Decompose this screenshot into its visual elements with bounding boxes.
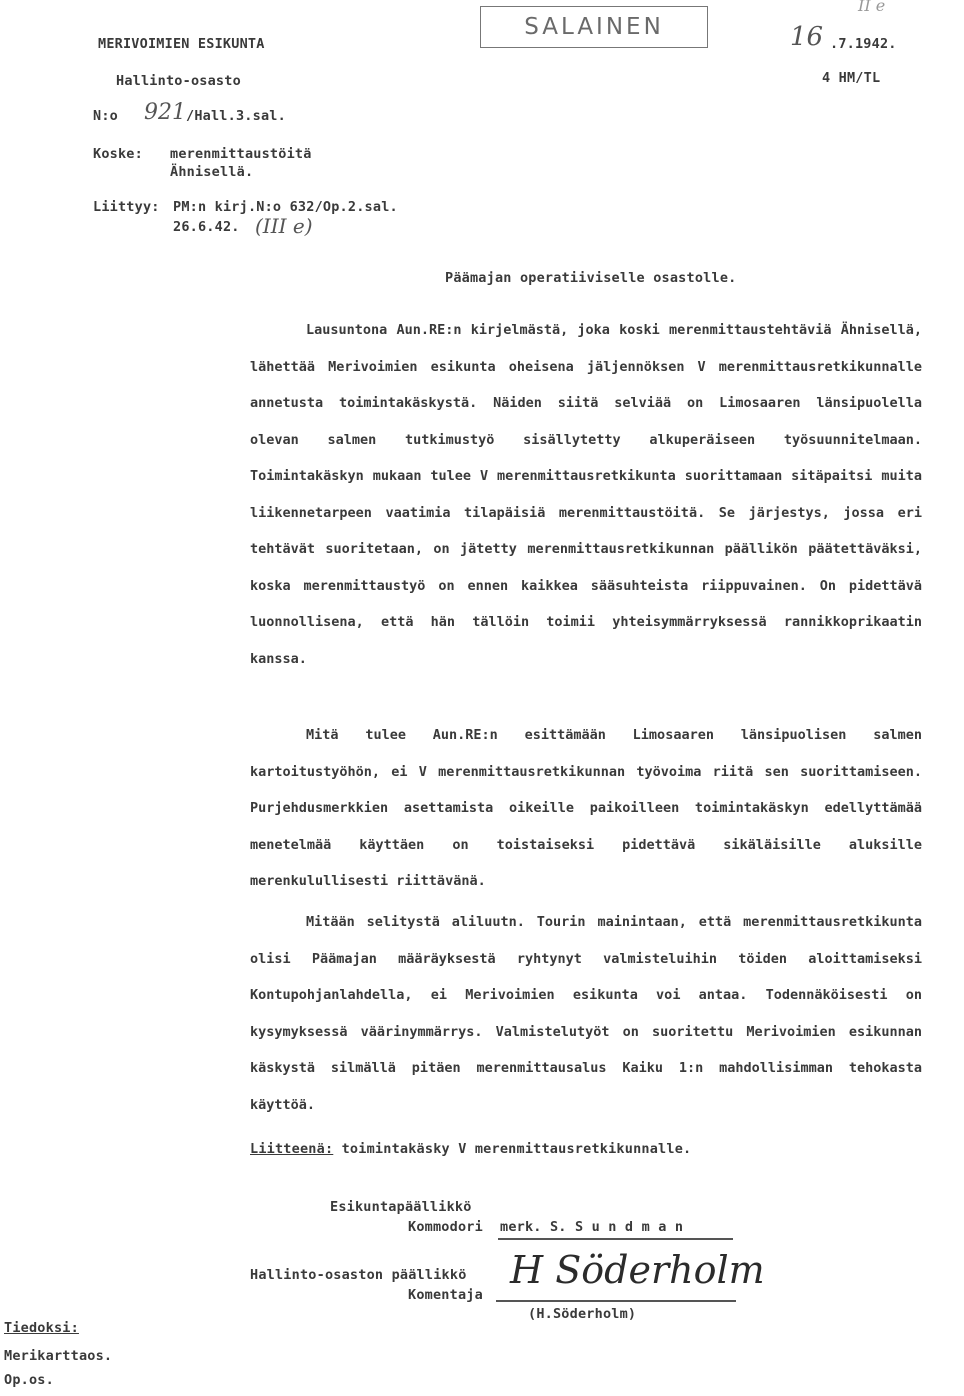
signer2-underline: [496, 1300, 736, 1302]
subject-line-2: Ähnisellä.: [170, 164, 254, 180]
document-number-prefix: N:o: [93, 108, 118, 124]
body-paragraph-2: [250, 717, 922, 900]
distribution-label: Tiedoksi:: [4, 1320, 79, 1336]
classification-stamp: SALAINEN: [480, 6, 708, 48]
attachment-line: [250, 1141, 691, 1157]
attachment-ref-line-1: PM:n kirj.N:o 632/Op.2.sal.: [173, 199, 398, 215]
attachment-ref-label: Liittyy:: [93, 199, 160, 215]
subject-label: Koske:: [93, 146, 143, 162]
paragraph-text: Mitä tulee Aun.RE:n esittämään Limosaaren länsipuolisen salmen kartoitustyöhön, ei V merenmittausretkikunnan työvoima riitä sen suorittamiseen. Purjehdusmerkkien asettamista oikeille paikoilleen toimintakäskyn edellyttämää menetelmää käyttäen on toistaiseksi pidettävä sikäläisille aluksille merenkulullisesti riittävänä.: [250, 727, 922, 889]
signer1-underline: [498, 1238, 733, 1240]
attachment-label: Liitteenä:: [250, 1141, 334, 1157]
addressee: Päämajan operatiiviselle osastolle.: [445, 270, 737, 286]
paragraph-text: Mitään selitystä aliluutn. Tourin mainintaan, että merenmittausretkikunta olisi Päämajan määräyksestä ryhtynyt valmisteluihin töiden aloittamiseksi Kontupohjanlahdella, ei Merivoimien esikunta voi antaa. Todennäköisesti on kysymyksessä väärinymmärrys. Valmistelutyöt on suoritettu Merivoimien esikunnan käskystä silmällä pitäen merenmittausalus Kaiku 1:n mahdollisimman tehokasta käyttöä.: [250, 914, 922, 1113]
date-text: .7.1942.: [830, 36, 897, 52]
corner-handwritten-note: II e: [858, 0, 886, 15]
date-day-handwritten: 16: [790, 22, 824, 52]
attachment-ref-handwritten: (III e): [255, 214, 313, 238]
document-number-suffix: /Hall.3.sal.: [186, 108, 286, 124]
body-paragraph-3: [250, 904, 922, 1123]
distribution-item: Op.os.: [4, 1372, 54, 1388]
paragraph-text: Lausuntona Aun.RE:n kirjelmästä, joka koski merenmittaustehtäviä Ähnisellä, lähettää Merivoimien esikunta oheisena jäljennöksen V merenmittausretkikunnalle annetusta toimintakäskystä. Näiden siitä selviää on Limosaaren länsipuolella olevan salmen tutkimustyö sisällytetty alkuperäiseen työsuunnitelmaan. Toimintakäskyn mukaan tulee V merenmittausretkikunta suorittamaan sitäpaitsi muita liikennetarpeen vaatimia tilapäisiä merenmittaustöitä. Se järjestys, jossa eri tehtävät suoritetaan, on jätetty merenmittausretkikunnan päällikön päätettäväksi, koska merenmittaustyö on ennen kaikkea sääsuhteista riippuvainen. On pidettävä luonnollisena, että hän tällöin toimii yhteisymmärryksessä rannikkoprikaatin kanssa.: [250, 322, 922, 667]
signer2-rank: Komentaja: [408, 1287, 483, 1303]
document-number-handwritten: 921: [144, 100, 186, 125]
org-name: MERIVOIMIEN ESIKUNTA: [98, 36, 265, 52]
signer1-name: merk. S. S u n d m a n: [500, 1219, 684, 1235]
distribution-item: Merikarttaos.: [4, 1348, 113, 1364]
department-name: Hallinto-osasto: [116, 73, 241, 89]
attachment-text: toimintakäsky V merenmittausretkikunnalle.: [341, 1141, 692, 1157]
attachment-ref-line-2: 26.6.42.: [173, 219, 240, 235]
body-paragraph-1: [250, 312, 922, 677]
signer1-rank: Kommodori: [408, 1219, 483, 1235]
signer2-role: Hallinto-osaston päällikkö: [250, 1267, 467, 1283]
signer1-role: Esikuntapäällikkö: [330, 1199, 472, 1215]
handwritten-signature: H Söderholm: [510, 1248, 765, 1292]
signer2-name: (H.Söderholm): [528, 1306, 637, 1322]
reference-code: 4 HM/TL: [822, 70, 881, 86]
subject-line-1: merenmittaustöitä: [170, 146, 312, 162]
